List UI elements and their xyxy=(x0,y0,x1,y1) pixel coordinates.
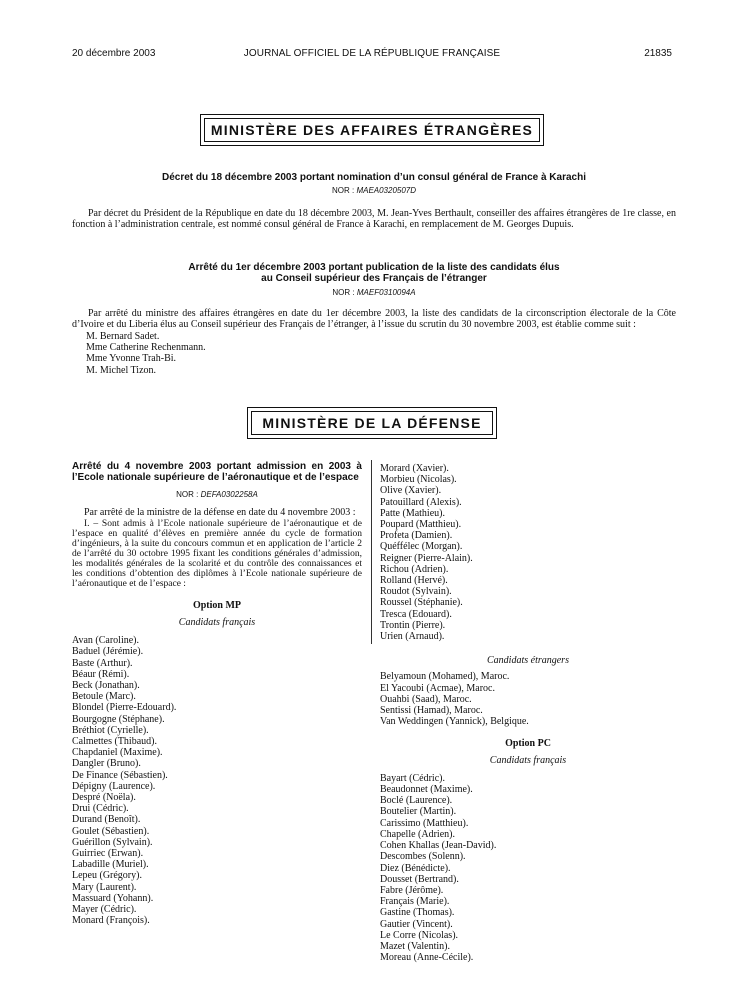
nor-label: NOR : xyxy=(176,490,199,499)
list-item: Baduel (Jérémie). xyxy=(72,646,144,658)
nor-label: NOR : xyxy=(331,186,355,195)
list-item: Roussel (Stéphanie). xyxy=(380,597,463,609)
list-item: Mary (Laurent). xyxy=(72,881,137,893)
arrete2-nor xyxy=(72,489,362,500)
list-item: Baste (Arthur). xyxy=(72,657,133,669)
list-item: Bréthiot (Cyrielle). xyxy=(72,724,149,736)
arrete1-title-line2: au Conseil supérieur des Français de l’étranger xyxy=(261,273,487,284)
list-item: Bourgogne (Stéphane). xyxy=(72,713,165,725)
list-item: Drui (Cédric). xyxy=(72,803,129,815)
elected-candidates-list xyxy=(86,331,206,376)
list-item: Tresca (Edouard). xyxy=(380,608,452,620)
right-column xyxy=(380,463,676,963)
list-item: M. Bernard Sadet. xyxy=(86,331,160,342)
decret-nor xyxy=(72,186,676,195)
list-item: Despré (Noëla). xyxy=(72,791,136,803)
list-item: Labadille (Muriel). xyxy=(72,859,149,871)
list-item: Gautier (Vincent). xyxy=(380,918,453,930)
list-item: De Finance (Sébastien). xyxy=(72,769,168,781)
column-divider xyxy=(371,460,372,644)
list-item: Profeta (Damien). xyxy=(380,530,453,542)
left-column xyxy=(72,462,362,926)
list-item: El Yacoubi (Acmae), Maroc. xyxy=(380,682,495,694)
list-item: Patouillard (Alexis). xyxy=(380,496,462,508)
header-date: 20 décembre 2003 xyxy=(72,48,156,59)
nor-code: MAEF0310094A xyxy=(356,288,416,297)
list-item: Dangler (Bruno). xyxy=(72,758,141,770)
list-item: Béaur (Rémi). xyxy=(72,668,130,680)
ministry-heading-affaires-etrangeres: MINISTÈRE DES AFFAIRES ÉTRANGÈRES xyxy=(204,118,540,142)
list-item: Cohen Khallas (Jean-David). xyxy=(380,840,497,852)
option-mp-heading: Option MP xyxy=(192,599,242,611)
nor-code: MAEA0320507D xyxy=(356,186,417,195)
list-item: Diez (Bénédicte). xyxy=(380,862,451,874)
list-item: Carissimo (Matthieu). xyxy=(380,817,469,829)
arrete1-nor xyxy=(72,288,676,297)
list-item: Moreau (Anne-Cécile). xyxy=(380,952,474,964)
nor-code: DEFA0302258A xyxy=(200,490,258,499)
list-item: Chapelle (Adrien). xyxy=(380,828,455,840)
list-item: Descombes (Solenn). xyxy=(380,851,466,863)
list-item: Mme Catherine Rechenmann. xyxy=(86,342,206,354)
list-item: Rolland (Hervé). xyxy=(380,575,448,587)
arrete2-intro: Par arrêté de la ministre de la défense en date du 4 novembre 2003 : xyxy=(84,507,356,519)
list-item: Sentissi (Hamad), Maroc. xyxy=(380,705,483,717)
list-item: Betoule (Marc). xyxy=(72,691,136,703)
list-item: Dousset (Bertrand). xyxy=(380,873,459,885)
list-item: Le Corre (Nicolas). xyxy=(380,929,459,941)
list-item: Olive (Xavier). xyxy=(380,485,442,497)
list-item: Urien (Arnaud). xyxy=(380,631,445,643)
arrete1-title xyxy=(72,262,676,284)
mp-etrangers-list xyxy=(380,671,676,727)
list-item: Blondel (Pierre-Edouard). xyxy=(72,702,177,714)
list-item: Chapdaniel (Maxime). xyxy=(72,747,163,759)
list-item: Français (Marie). xyxy=(380,896,450,908)
list-item: Mazet (Valentin). xyxy=(380,940,450,952)
list-item: Richou (Adrien). xyxy=(380,563,449,575)
mp-francais-list-left xyxy=(72,635,362,926)
list-item: Boclé (Laurence). xyxy=(380,795,453,807)
list-item: Guérillon (Sylvain). xyxy=(72,836,153,848)
nor-label: NOR : xyxy=(332,288,355,297)
list-item: Durand (Benoît). xyxy=(72,814,141,826)
list-item: Guirriec (Erwan). xyxy=(72,847,144,859)
arrete2-title: Arrêté du 4 novembre 2003 portant admission en 2003 à l’Ecole nationale supérieure de l’aéronautique et de l’espace xyxy=(72,461,362,483)
arrete1-title-line1: Arrêté du 1er décembre 2003 portant publication de la liste des candidats élus xyxy=(188,262,560,273)
list-item: Trontin (Pierre). xyxy=(380,619,446,631)
list-item: Boutelier (Martin). xyxy=(380,806,457,818)
list-item: Reigner (Pierre-Alain). xyxy=(380,552,473,564)
option-pc-heading: Option PC xyxy=(505,738,551,750)
list-item: Avan (Caroline). xyxy=(72,635,140,647)
decret-body: Par décret du Président de la République en date du 18 décembre 2003, M. Jean-Yves Berthault, conseiller des affaires étrangères de 1re classe, en fonction à l’administration centrale, est nommé consul général de France à Karachi, en remplacement de M. Georges Dupuis. xyxy=(72,208,676,230)
arrete2-article: I. – Sont admis à l’Ecole nationale supérieure de l’aéronautique et de l’espace en qualité d’élèves en première année du cycle de formation d’ingénieurs, à la suite du concours commun et en application de l’article 2 de l’arrêté du 30 octobre 1995 fixant les conditions générales d’admission, les modalités générales de la scolarité et du contrôle des connaissances et les conditions d’obtention des diplômes à l’Ecole nationale supérieure de l’aéronautique et de l’espace : xyxy=(72,518,362,589)
ministry-heading-defense: MINISTÈRE DE LA DÉFENSE xyxy=(251,411,493,435)
list-item: Lepeu (Grégory). xyxy=(72,870,142,882)
list-item: Belyamoun (Mohamed), Maroc. xyxy=(380,671,510,683)
list-item: Van Weddingen (Yannick), Belgique. xyxy=(380,716,529,728)
candidats-etrangers-heading: Candidats étrangers xyxy=(487,655,569,667)
header-journal: JOURNAL OFFICIEL DE LA RÉPUBLIQUE FRANÇAISE xyxy=(243,48,501,59)
pc-francais-list xyxy=(380,773,676,963)
candidats-francais-pc-heading: Candidats français xyxy=(489,754,567,766)
arrete1-body: Par arrêté du ministre des affaires étrangères en date du 1er décembre 2003, la liste des candidats de la circonscription électorale de la Côte d’Ivoire et du Liberia élus au Conseil supérieur des Français de l’étranger, à l’issue du scrutin du 30 novembre 2003, est établie comme suit : xyxy=(72,308,676,330)
list-item: Mme Yvonne Trah-Bi. xyxy=(86,353,177,365)
list-item: Morard (Xavier). xyxy=(380,463,449,474)
mp-francais-list-right xyxy=(380,463,676,642)
list-item: Ouahbi (Saad), Maroc. xyxy=(380,693,472,705)
running-header xyxy=(72,48,672,62)
list-item: Fabre (Jérôme). xyxy=(380,884,444,896)
list-item: Gastine (Thomas). xyxy=(380,907,455,919)
list-item: Poupard (Matthieu). xyxy=(380,519,462,531)
list-item: Patte (Mathieu). xyxy=(380,507,445,519)
list-item: Quéffélec (Morgan). xyxy=(380,541,463,553)
candidats-francais-heading: Candidats français xyxy=(178,616,256,628)
list-item: Morbieu (Nicolas). xyxy=(380,474,457,486)
decret-title: Décret du 18 décembre 2003 portant nomination d’un consul général de France à Karachi xyxy=(161,172,586,183)
list-item: Dépigny (Laurence). xyxy=(72,780,156,792)
list-item: Beaudonnet (Maxime). xyxy=(380,784,473,796)
list-item: Goulet (Sébastien). xyxy=(72,825,150,837)
list-item: Calmettes (Thibaud). xyxy=(72,735,157,747)
list-item: Bayart (Cédric). xyxy=(380,772,445,784)
list-item: Monard (François). xyxy=(72,915,150,927)
header-page-number: 21835 xyxy=(644,48,672,59)
list-item: Mayer (Cédric). xyxy=(72,903,137,915)
list-item: Massuard (Yohann). xyxy=(72,892,154,904)
list-item: Roudot (Sylvain). xyxy=(380,586,452,598)
list-item: M. Michel Tizon. xyxy=(86,364,157,376)
list-item: Beck (Jonathan). xyxy=(72,679,140,691)
